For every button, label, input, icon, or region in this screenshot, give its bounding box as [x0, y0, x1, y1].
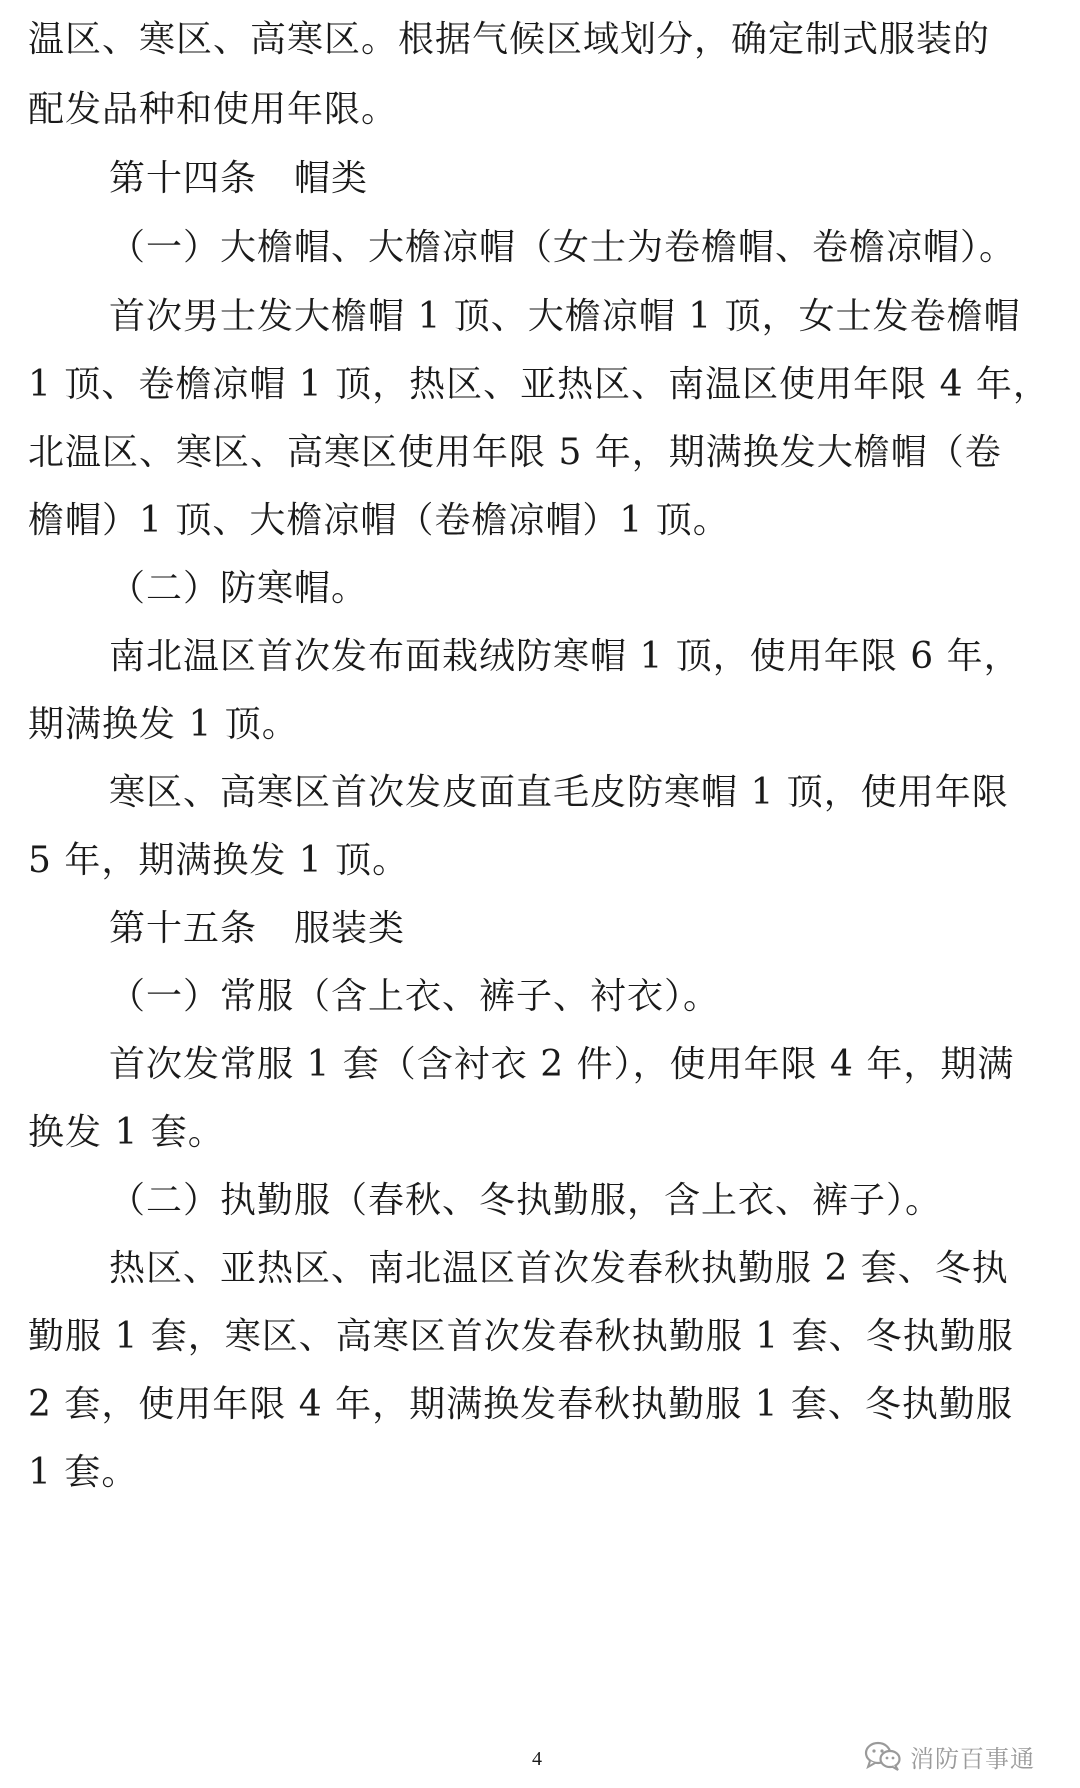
text-line: 配发品种和使用年限。: [28, 89, 399, 130]
text-line: 1 顶、卷檐凉帽 1 顶，热区、亚热区、南温区使用年限 4 年，: [28, 364, 1050, 405]
text-line: 1 套。: [28, 1452, 139, 1493]
watermark-text: 消防百事通: [910, 1744, 1035, 1773]
watermark: [864, 1736, 1035, 1776]
subsection-heading: （一）大檐帽、大檐凉帽（女士为卷檐帽、卷檐凉帽）。: [109, 227, 1017, 268]
text-line: 北温区、寒区、高寒区使用年限 5 年，期满换发大檐帽（卷: [28, 432, 1002, 473]
text-line: 期满换发 1 顶。: [28, 704, 299, 745]
article-heading: 第十五条 服装类: [109, 908, 406, 949]
page-number: 4: [532, 1748, 542, 1770]
text-line: 首次发常服 1 套（含衬衣 2 件），使用年限 4 年，期满: [109, 1044, 1015, 1085]
text-line: 换发 1 套。: [28, 1112, 225, 1153]
text-line: 勤服 1 套，寒区、高寒区首次发春秋执勤服 1 套、冬执勤服: [28, 1316, 1014, 1357]
text-line: 热区、亚热区、南北温区首次发春秋执勤服 2 套、冬执: [109, 1248, 1009, 1289]
text-line: 南北温区首次发布面栽绒防寒帽 1 顶，使用年限 6 年，: [109, 636, 1021, 677]
text-line: 温区、寒区、高寒区。根据气候区域划分，确定制式服装的: [28, 19, 991, 60]
text-line: 檐帽）1 顶、大檐凉帽（卷檐凉帽）1 顶。: [28, 500, 730, 541]
article-heading: 第十四条 帽类: [109, 158, 369, 199]
text-line: 2 套，使用年限 4 年，期满换发春秋执勤服 1 套、冬执勤服: [28, 1384, 1013, 1425]
subsection-heading: （二）防寒帽。: [109, 568, 369, 609]
wechat-icon: [864, 1740, 902, 1772]
text-line: 5 年，期满换发 1 顶。: [28, 840, 410, 881]
subsection-heading: （二）执勤服（春秋、冬执勤服，含上衣、裤子）。: [109, 1180, 943, 1221]
text-line: 首次男士发大檐帽 1 顶、大檐凉帽 1 顶，女士发卷檐帽: [109, 296, 1021, 337]
subsection-heading: （一）常服（含上衣、裤子、衬衣）。: [109, 976, 721, 1017]
text-line: 寒区、高寒区首次发皮面直毛皮防寒帽 1 顶，使用年限: [109, 772, 1009, 813]
